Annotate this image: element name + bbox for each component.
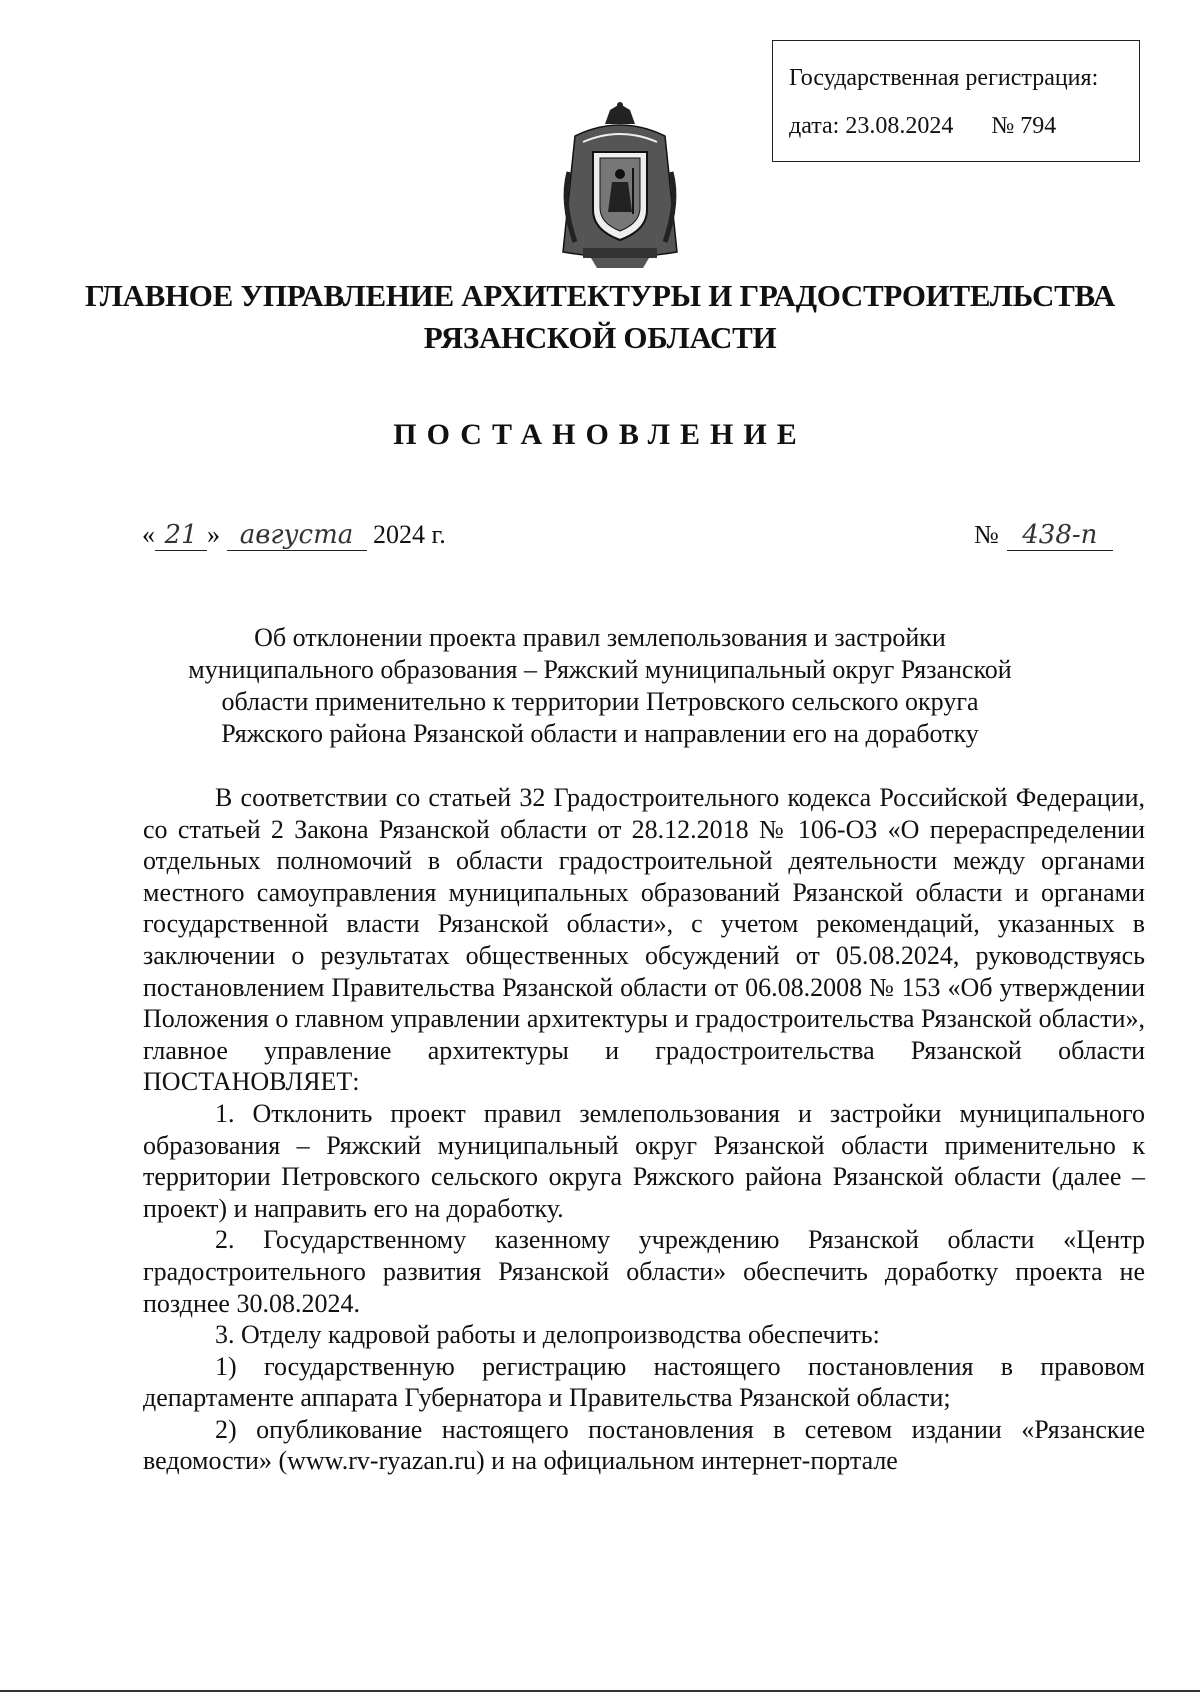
registration-heading: Государственная регистрация: bbox=[789, 65, 1099, 91]
title-line: муниципального образования – Ряжский муниципальный округ Рязанской bbox=[188, 655, 1012, 684]
document-title bbox=[160, 622, 1040, 750]
clause-1: 1. Отклонить проект правил землепользования и застройки муниципального образования – Ряжский муниципальный округ Рязанской области применительно к территории Петровского сельского округа Ряжского района Рязанской области (далее – проект) и направить его на доработку. bbox=[143, 1098, 1145, 1223]
date-line bbox=[142, 520, 446, 551]
title-line: Ряжского района Рязанской области и направлении его на доработку bbox=[221, 719, 979, 748]
date-open-quote: « bbox=[142, 520, 155, 549]
date-day: 21 bbox=[155, 520, 207, 551]
clause-3-item-1: 1) государственную регистрацию настоящего постановления в правовом департаменте аппарата Губернатора и Правительства Рязанской области; bbox=[143, 1351, 1145, 1413]
registration-date: дата: 23.08.2024 bbox=[789, 113, 954, 139]
clause-2: 2. Государственному казенному учреждению Рязанской области «Центр градостроительного развития Рязанской области» обеспечить доработку проекта не позднее 30.08.2024. bbox=[143, 1225, 1145, 1318]
number-sign: № bbox=[974, 520, 999, 549]
document-number-line bbox=[974, 520, 1113, 551]
ryazan-coat-of-arms-icon bbox=[555, 102, 685, 272]
page-bottom-edge bbox=[0, 1690, 1200, 1692]
organization-line-2: РЯЗАНСКОЙ ОБЛАСТИ bbox=[423, 320, 777, 355]
organization-name bbox=[0, 275, 1200, 359]
organization-line-1: ГЛАВНОЕ УПРАВЛЕНИЕ АРХИТЕКТУРЫ И ГРАДОСТРОИТЕЛЬСТВА bbox=[84, 278, 1115, 313]
clause-3-item-2: 2) опубликование настоящего постановления в сетевом издании «Рязанские ведомости» (www.rv-ryazan.ru) и на официальном интернет-портале bbox=[143, 1414, 1145, 1476]
document-number: 438-п bbox=[1007, 520, 1113, 551]
document-body bbox=[143, 782, 1145, 1477]
title-line: области применительно к территории Петровского сельского округа bbox=[221, 687, 979, 716]
date-year: 2024 г. bbox=[373, 520, 446, 549]
title-line: Об отклонении проекта правил землепользования и застройки bbox=[254, 623, 946, 652]
clause-3: 3. Отделу кадровой работы и делопроизводства обеспечить: bbox=[215, 1320, 880, 1350]
date-close-quote: » bbox=[207, 520, 220, 549]
registration-number: № 794 bbox=[991, 113, 1057, 139]
preamble-paragraph: В соответствии со статьей 32 Градостроительного кодекса Российской Федерации, со статьей 2 Закона Рязанской области от 28.12.2018 № 106-ОЗ «О перераспределении отдельных полномочий в области градостроительной деятельности между органами местного самоуправления муниципальных образований Рязанской области и органами государственной власти Рязанской области», с учетом рекомендаций, указанных в заключении о результатах общественных обсуждений от 05.08.2024, руководствуясь постановлением Правительства Рязанской области от 06.08.2008 № 153 «Об утверждении Положения о главном управлении архитектуры и градостроительства Рязанской области», главное управление архитектуры и градостроительства Рязанской области ПОСТАНОВЛЯЕТ: bbox=[143, 783, 1145, 1097]
date-month: августа bbox=[227, 520, 367, 551]
document-type: ПОСТАНОВЛЕНИЕ bbox=[393, 418, 807, 451]
registration-stamp bbox=[772, 40, 1140, 162]
